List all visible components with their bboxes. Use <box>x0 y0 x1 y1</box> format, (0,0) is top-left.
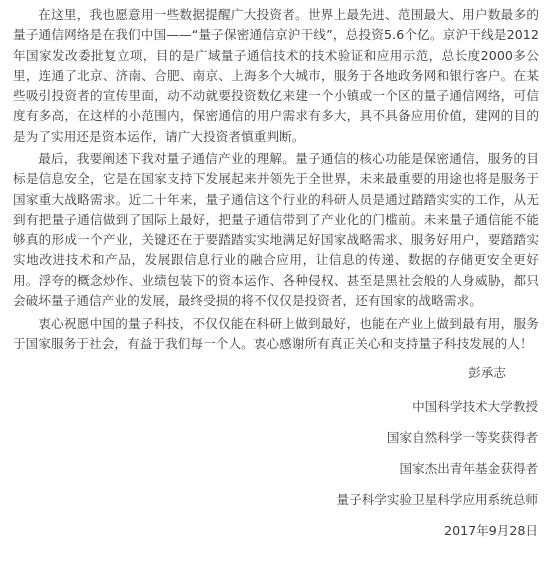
author-title: 国家自然科学一等奖获得者 <box>386 430 538 445</box>
paragraph-industry-view: 最后，我要阐述下我对量子通信产业的理解。量子通信的核心功能是保密通信，服务的目标是信息安全，它是在国家支持下发展起来并领先于全世界，未来最重要的用途也将是服务于国家重大战略需求。近二十年来，量子通信这个行业的科研人员是通过踏踏实实的工作，从无到有把量子通信做到了国际上最好，把量子通信带到了产业化的门槛前。未来量子通信能不能够真的形成一个产业，关键还在于要踏踏实实地满足好国家战略需求、服务好用户，要踏踏实实地改进技术和产品，发展跟信息行业的融合应用，让信息的传递、数据的存储更安全更好用。浮夸的概念炒作、业绩包装下的资本运作、各种侵权、甚至是黑社会般的人身威胁，都只会破坏量子通信产业的发展，最终受损的将不仅仅是投资者，还有国家的战略需求。 <box>13 151 539 309</box>
paragraph-closing-wishes: 衷心祝愿中国的量子科技，不仅仅能在科研上做到最好，也能在产业上做到最有用，服务于国家服务于社会，有益于我们每一个人。衷心感谢所有真正关心和支持量子科技发展的人！ <box>13 316 539 352</box>
author-title: 中国科学技术大学教授 <box>412 399 538 414</box>
author-title: 国家杰出青年基金获得者 <box>399 461 538 476</box>
signature-date: 2017年9月28日 <box>444 523 538 538</box>
paragraph-investor-warning: 在这里，我也愿意用一些数据提醒广大投资者。世界上最先进、范围最大、用户数最多的量子通信网络是在我们中国——“量子保密通信京沪干线”，总投资5.6个亿。京沪干线是2012年国家发改委批复立项，目的是广域量子通信技术的技术验证和应用示范，总长度2000多公里，连通了北京、济南、合肥、南京、上海多个大城市，服务于各地政务网和银行客户。在某些吸引投资者的宣传里面，动不动就要投资数亿来建一个小镇或一个区的量子通信网络，可信度有多高，在这样的小范围内，保密通信的用户需求有多大，具不具备应用价值，建网的目的是为了实用还是资本运作，请广大投资者慎重判断。 <box>13 7 539 144</box>
author-title: 量子科学实验卫星科学应用系统总师 <box>336 492 538 507</box>
author-name: 彭承志 <box>468 365 506 380</box>
